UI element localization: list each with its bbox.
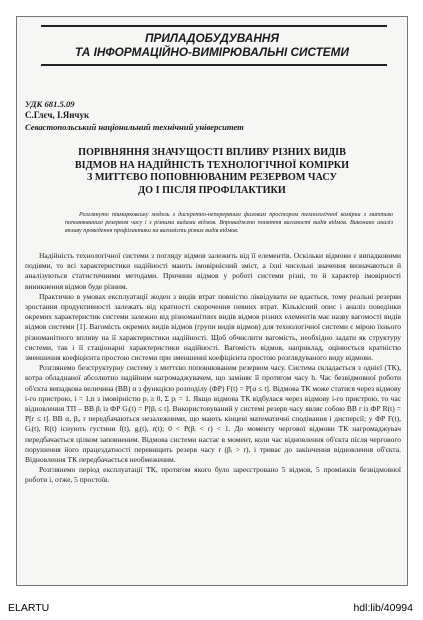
body-paragraph: Практично в умовах експлуатації жоден з видів втрат повністю ліквідувати не вдається, тому реальні резерви зростання продуктивності залежать від кратності скорочення певних втрат. Кількісний опис і аналіз поведінки окремих характеристик системи залежно від різноманітних видів відмов різних елементів має назву вагомості видів відмов системи [1]. Вагомість окремих видів відмов (групи видів відмов) для технологічної системи є мірою їхнього різноманітного впливу на її характеристики надійності. Щоб обчислити вагомість, необхідно задати як структуру системи, так і її стаціонарні характеристики надійності. Вагомість відмов, наприклад, оцінюється кратністю зменшення коефіцієнта простою системи при зменшенні коефіцієнта простою розглядуваного виду відмови. bbox=[25, 291, 401, 363]
journal-section-line-2: ТА ІНФОРМАЦІЙНО-ВИМІРЮВАЛЬНІ СИСТЕМИ bbox=[75, 45, 349, 59]
footer-handle: hdl:lib/40994 bbox=[353, 602, 413, 614]
header-rule-bottom bbox=[41, 64, 387, 66]
authors: С.Глєч, І.Янчук bbox=[25, 110, 90, 120]
header-rule-top bbox=[41, 25, 387, 27]
scanned-page bbox=[16, 16, 408, 586]
body-paragraph: Розглянемо безструктурну систему з миттєво поповнюваним резервом часу. Система складається з однієї (ТК), котра обладнаної абсолютно надійним нагромаджувачем, що заміняє її протягом часу h. Час безвідмовної роботи об'єкта випадкова величина (ВВ) α з функцією розподілу (ФР) F(t) = P[α ≤ t]. Відмова ТК може статися через відмову i-го пристрою, i = 1,n з імовірністю pᵢ ≥ 0, Σ pᵢ = 1. Якщо відмова ТК відбулася через відмову i-го пристрою, то час відновлення ТП – ВВ βᵢ із ФР Gᵢ(t) = P[βᵢ ≤ t]. Використовуваний у системі резерв часу являє собою ВВ r із ФР R(t) = P[r ≤ t]. ВВ α, βᵢ, r передбачаються незалежними, що мають кінцеві математичні сподівання і дисперсії; у ФР F(t), Gᵢ(t), R(t) існують густини f(t), gᵢ(t), r(t); 0 < P(βᵢ < r) < 1. До моменту чергової відмови ТК нагромаджувач передбачається цілком заповненим. Відмова системи настає в момент, коли час відновлення об'єкта після чергового порушення його працездатності перевищить резерв часу r (βᵢ > r), і триває до закінчення відновлення об'єкта. Відновлення ТК передбачається необмеженим. bbox=[25, 363, 401, 465]
article-title-line-2: ВІДМОВ НА НАДІЙНІСТЬ ТЕХНОЛОГІЧНОЇ КОМІРКИ bbox=[74, 159, 350, 171]
affiliation: Севастопольський національний технічний університет bbox=[25, 122, 244, 132]
abstract: Розглянуто півмарковську модель з дискретно-неперервним фазовим простором технологічної комірки з миттєво поповнюваним резервом часу і з різними видами відмов. Впроваджено поняття вагомості видів відмов. Виконано аналіз впливу проведення профілактики на вагомість різних видів відмов. bbox=[65, 212, 393, 235]
body-paragraph: Розглянемо період експлуатації ТК, протягом якого було зареєстровано 5 відмов, 5 проміжків безвідмовної роботи і, отже, 5 простоїв. bbox=[25, 465, 401, 485]
article-body bbox=[25, 251, 401, 486]
footer-repository-name: ELARTU bbox=[8, 602, 50, 614]
body-paragraph: Надійність технологічної системи з погляду відмов залежить від її елементів. Оскільки відмови є випадковими подіями, то всі характеристики надійності мають імовірнісний зміст, а їхні чисельні значення визначаються й аналізуються статистичними методами. Причини відмов у роботі системи різні, то й характер імовірності виникнення відмов буде різним. bbox=[25, 251, 401, 291]
article-title-line-3: З МИТТЄВО ПОПОВНЮВАНИМ РЕЗЕРВОМ ЧАСУ bbox=[86, 172, 338, 183]
article-title-line-1: ПОРІВНЯННЯ ЗНАЧУЩОСТІ ВПЛИВУ РІЗНИХ ВИДІВ bbox=[78, 147, 346, 158]
udk-code: УДК 681.5.09 bbox=[25, 99, 75, 109]
article-title-line-4: ДО І ПІСЛЯ ПРОФІЛАКТИКИ bbox=[138, 184, 286, 196]
journal-section-line-1: ПРИЛАДОБУДУВАННЯ bbox=[145, 31, 279, 45]
